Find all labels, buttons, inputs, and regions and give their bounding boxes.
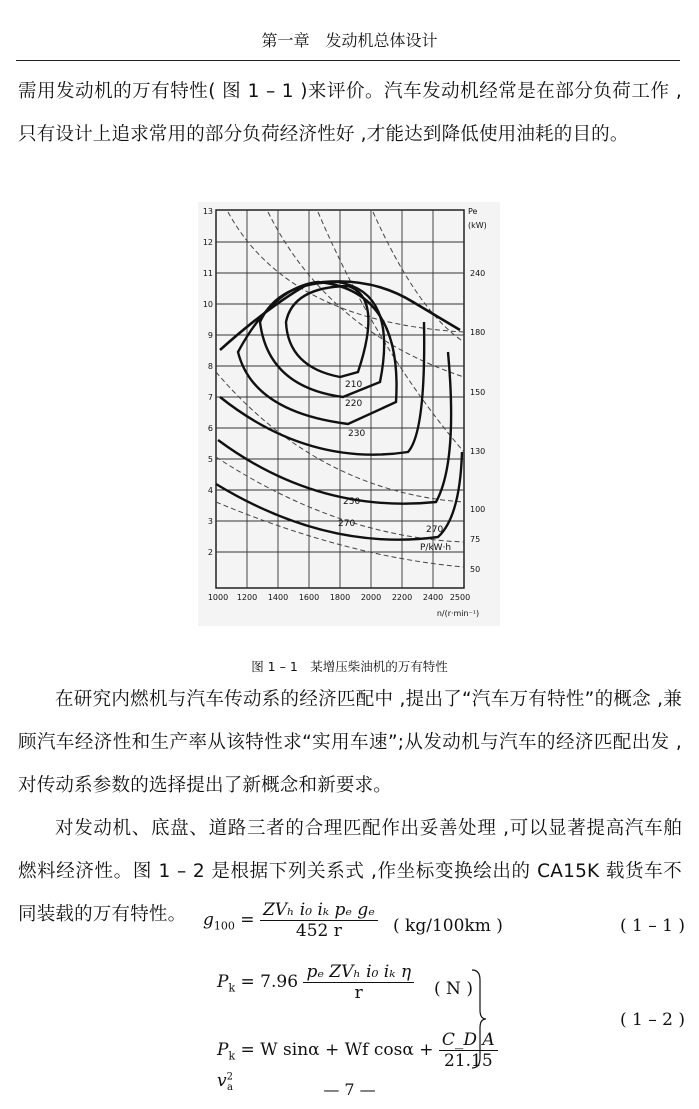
figure-1-1 [198, 202, 500, 626]
x-tick: 2000 [360, 593, 382, 602]
x-tick: 1600 [298, 593, 320, 602]
x-tick: 2200 [391, 593, 413, 602]
x-tick: 1400 [267, 593, 289, 602]
y-tick: 13 [202, 207, 213, 216]
eq2-number: ( 1 – 2 ) [620, 1010, 686, 1030]
y-tick: 7 [207, 393, 213, 402]
x-tick: 1000 [207, 593, 229, 602]
y-tick: 11 [202, 269, 213, 278]
equation-1-2b: $P_k = W$ sinα + Wf cosα + $\frac{\text{C\_D A}}{21.15}$ $v^2_a$ [217, 1030, 519, 1093]
eq1-unit: ( kg/100km ) [393, 916, 503, 936]
contour-label: 230 [348, 429, 366, 439]
power-curve-label: P/kW·h [420, 543, 452, 553]
right-axis-label: Pe [468, 207, 478, 216]
running-header: 第一章 发动机总体设计 [261, 31, 438, 50]
y-tick: 2 [207, 548, 213, 557]
x-tick: 1200 [236, 593, 258, 602]
x-tick: 2500 [449, 593, 471, 602]
page-number: — 7 — [323, 1080, 376, 1099]
eq2a-numerator: pₑ ZVₕ i₀ iₖ η [303, 962, 414, 983]
contour-label: 220 [345, 399, 363, 409]
y-tick: 3 [207, 517, 213, 526]
eq2a-unit: ( N ) [434, 979, 473, 999]
equation-1-2a: $P_k = 7.96$ $\frac{\text{pₑ ZVₕ i₀ iₖ η}}{r}$ [217, 962, 414, 1003]
right-tick: 130 [470, 447, 486, 456]
paragraph-1: 需用发动机的万有特性( 图 1 – 1 )来评价。汽车发动机经常是在部分负荷工作 ,只有设计上追求常用的部分负荷经济性好 ,才能达到降低使用油耗的目的。 [18, 81, 682, 145]
x-axis-unit: n/(r·min⁻¹) [436, 609, 480, 618]
eq1-denominator: 452 r [295, 921, 342, 941]
eq2b-denominator: 21.15 [443, 1051, 493, 1071]
contour-label: 210 [345, 380, 363, 390]
x-tick: 2400 [422, 593, 444, 602]
equation-1-1: $g_{100}$ = $\frac{\text{ZVₕ i₀ iₖ pₑ gₑ}}{452 r}$ [203, 900, 378, 941]
right-tick: 75 [470, 535, 481, 544]
y-tick: 4 [207, 486, 213, 495]
right-tick: 240 [470, 269, 486, 278]
right-axis-unit: (kW) [468, 221, 487, 230]
y-tick: 8 [207, 362, 213, 371]
contour-label: 270 [338, 519, 356, 529]
right-tick: 150 [470, 388, 486, 397]
y-tick: 6 [207, 424, 213, 433]
y-tick: 5 [207, 455, 213, 464]
eq2a-denominator: r [354, 983, 363, 1003]
y-tick: 12 [202, 238, 213, 247]
eq1-numerator: ZVₕ i₀ iₖ pₑ gₑ [260, 900, 378, 921]
x-tick: 1800 [329, 593, 351, 602]
universal-characteristic-chart [198, 202, 500, 626]
right-tick: 100 [470, 505, 486, 514]
header-rule [16, 60, 680, 61]
eq1-number: ( 1 – 1 ) [620, 916, 686, 936]
right-tick: 180 [470, 328, 486, 337]
eq2b-numerator: C_D A [439, 1030, 498, 1051]
paragraph-3: 对发动机、底盘、道路三者的合理匹配作出妥善处理 ,可以显著提高汽车舶燃料经济性。图 1 – 2 是根据下列关系式 ,作坐标变换绘出的 CA15K 载货车不同装载的万有特性。 [18, 818, 682, 925]
contour-label: 270 [426, 525, 444, 535]
paragraph-2: 在研究内燃机与汽车传动系的经济匹配中 ,提出了“汽车万有特性”的概念 ,兼顾汽车经济性和生产率从该特性求“实用车速”;从发动机与汽车的经济匹配出发 ,对传动系参数的选择提出了新概念和新要求。 [18, 689, 682, 796]
y-tick: 10 [202, 300, 213, 309]
y-tick: 9 [207, 331, 213, 340]
right-tick: 50 [470, 565, 481, 574]
contour-label: 250 [343, 497, 361, 507]
figure-caption: 图 1 – 1 某增压柴油机的万有特性 [251, 659, 448, 674]
